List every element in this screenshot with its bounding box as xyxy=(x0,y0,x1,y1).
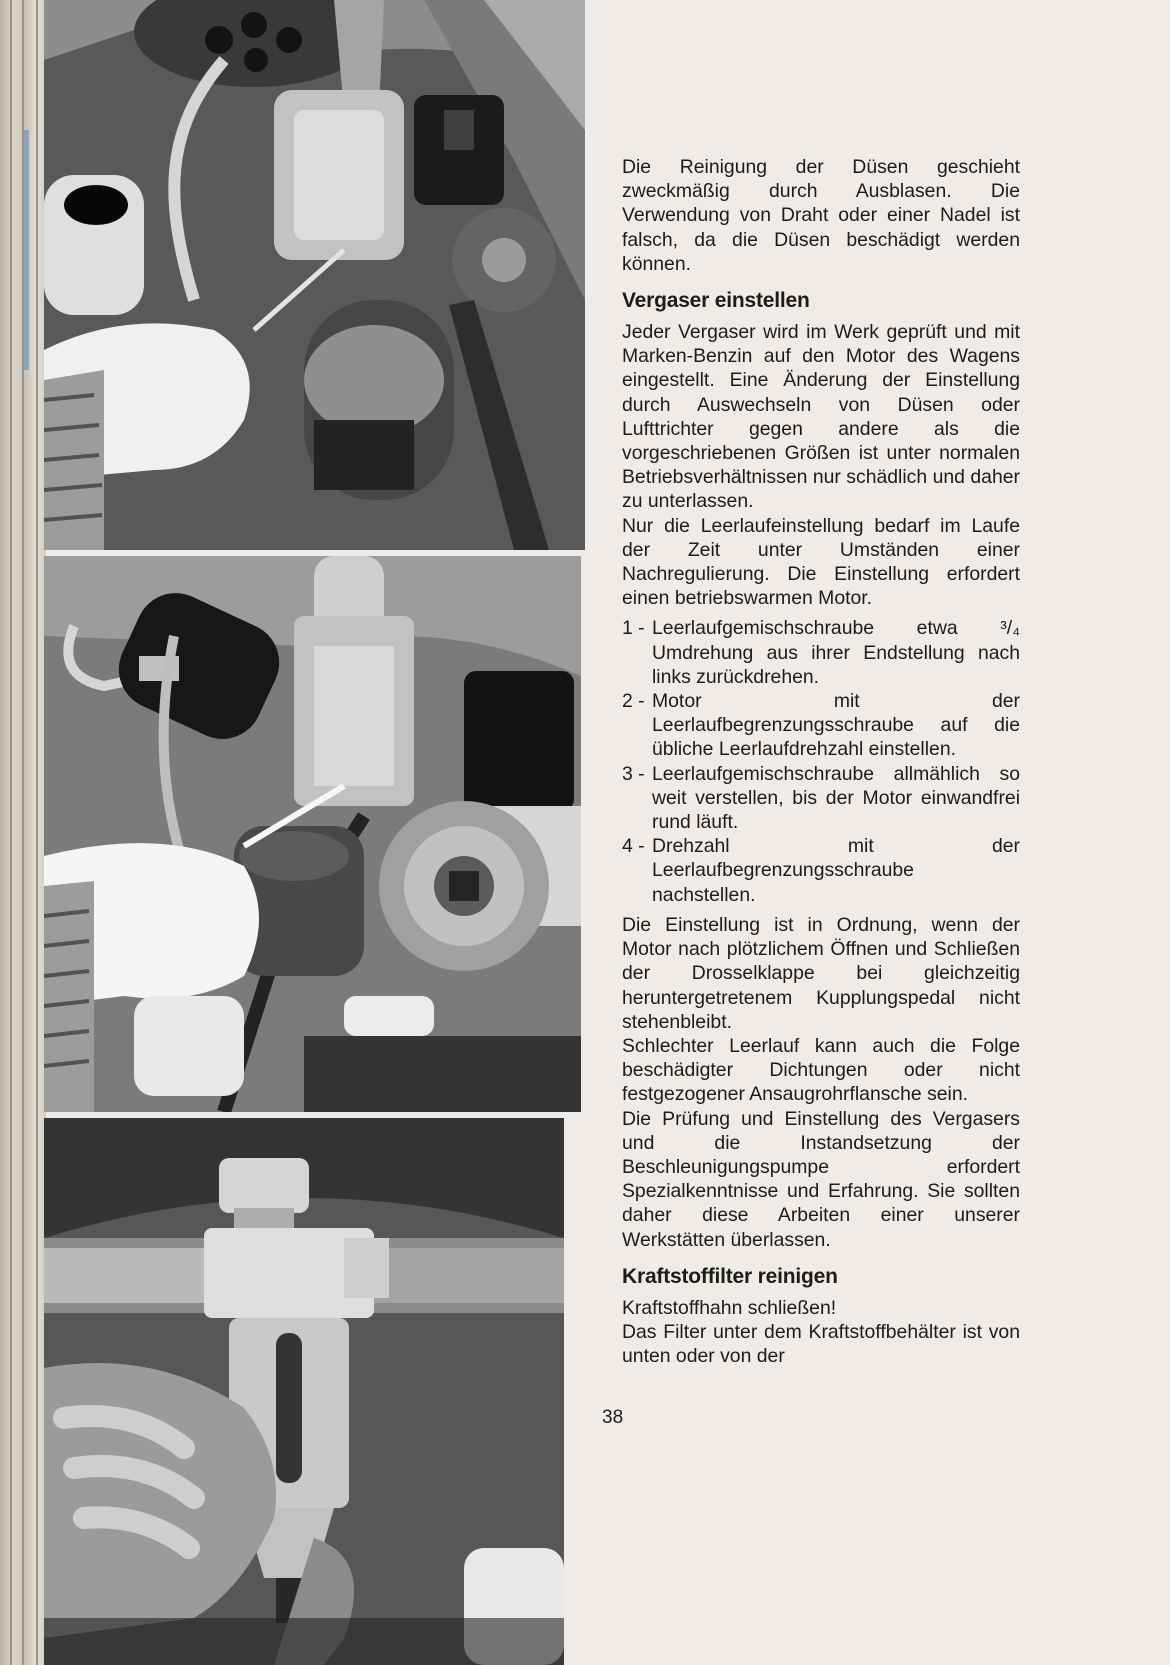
paragraph-vergaser-2: Nur die Leerlaufeinstellung bedarf im Laufe der Zeit unter Umständen einer Nachregulierung. Die Einstellung erfordert einen betriebswarmen Motor. xyxy=(622,514,1020,610)
heading-kraftstoffilter-reinigen: Kraftstoffilter reinigen xyxy=(622,1264,838,1288)
text-column xyxy=(622,155,1020,1368)
adjustment-steps-list xyxy=(622,616,1020,906)
page-edge-line xyxy=(36,0,38,1665)
step-text: Motor mit der Leerlaufbegrenzungsschraube auf die übliche Leerlaufdrehzahl einstellen. xyxy=(652,690,1020,761)
photo-carburetor-top xyxy=(44,0,585,550)
list-item xyxy=(622,616,1020,689)
book-page-edge xyxy=(0,0,46,1665)
step-text: Leerlaufgemischschraube etwa ³/₄ Umdrehung aus ihrer Endstellung nach links zurückdrehen. xyxy=(652,617,1020,688)
step-text: Leerlaufgemischschraube allmählich so weit verstellen, bis der Motor einwandfrei rund läuft. xyxy=(652,762,1020,834)
list-item xyxy=(622,689,1020,762)
step-number: 4 - xyxy=(622,835,645,858)
step-number: 3 - xyxy=(622,762,645,785)
paragraph-vergaser-1: Jeder Vergaser wird im Werk geprüft und mit Marken-Benzin auf den Motor des Wagens eingestellt. Eine Änderung der Einstellung durch Auswechseln von Düsen oder Lufttrichter gegen andere als die vorgeschriebenen Größen ist unter normalen Betriebsverhältnissen nur schädlich und daher zu unterlassen. xyxy=(622,321,1020,513)
heading-vergaser-einstellen: Vergaser einstellen xyxy=(622,289,810,313)
paragraph-filter-2: Das Filter unter dem Kraftstoffbehälter ist von unten oder von der xyxy=(622,1320,1020,1368)
photo-idle-adjustment xyxy=(44,556,581,1112)
list-item xyxy=(622,762,1020,835)
paragraph-filter-1: Kraftstoffhahn schließen! xyxy=(622,1296,837,1319)
page-edge-line xyxy=(10,0,12,1665)
paragraph-vergaser-3: Die Einstellung ist in Ordnung, wenn der Motor nach plötzlichem Öffnen und Schließen der Drosselklappe bei gleichzeitig heruntergetretenem Kupplungspedal nicht stehenbleibt. xyxy=(622,913,1020,1033)
page-edge-tab xyxy=(24,130,29,370)
list-item xyxy=(622,834,1020,907)
step-text: Drehzahl mit der Leerlaufbegrenzungsschraube nachstellen. xyxy=(652,835,1020,906)
paragraph-vergaser-4: Schlechter Leerlauf kann auch die Folge beschädigter Dichtungen oder nicht festgezogener Ansaugrohrflansche sein. xyxy=(622,1034,1020,1106)
photo-fuel-filter xyxy=(44,1118,564,1665)
paragraph-vergaser-5: Die Prüfung und Einstellung des Vergasers und die Instandsetzung der Beschleunigungspumpe erfordert Spezialkenntnisse und Erfahrung. Sie sollten daher diese Arbeiten einer unserer Werkstätten überlassen. xyxy=(622,1107,1020,1251)
page-number: 38 xyxy=(602,1407,624,1428)
paragraph-intro: Die Reinigung der Düsen geschieht zweckmäßig durch Ausblasen. Die Verwendung von Draht oder einer Nadel ist falsch, da die Düsen beschädigt werden können. xyxy=(622,156,1020,275)
step-number: 1 - xyxy=(622,617,645,640)
step-number: 2 - xyxy=(622,690,645,713)
